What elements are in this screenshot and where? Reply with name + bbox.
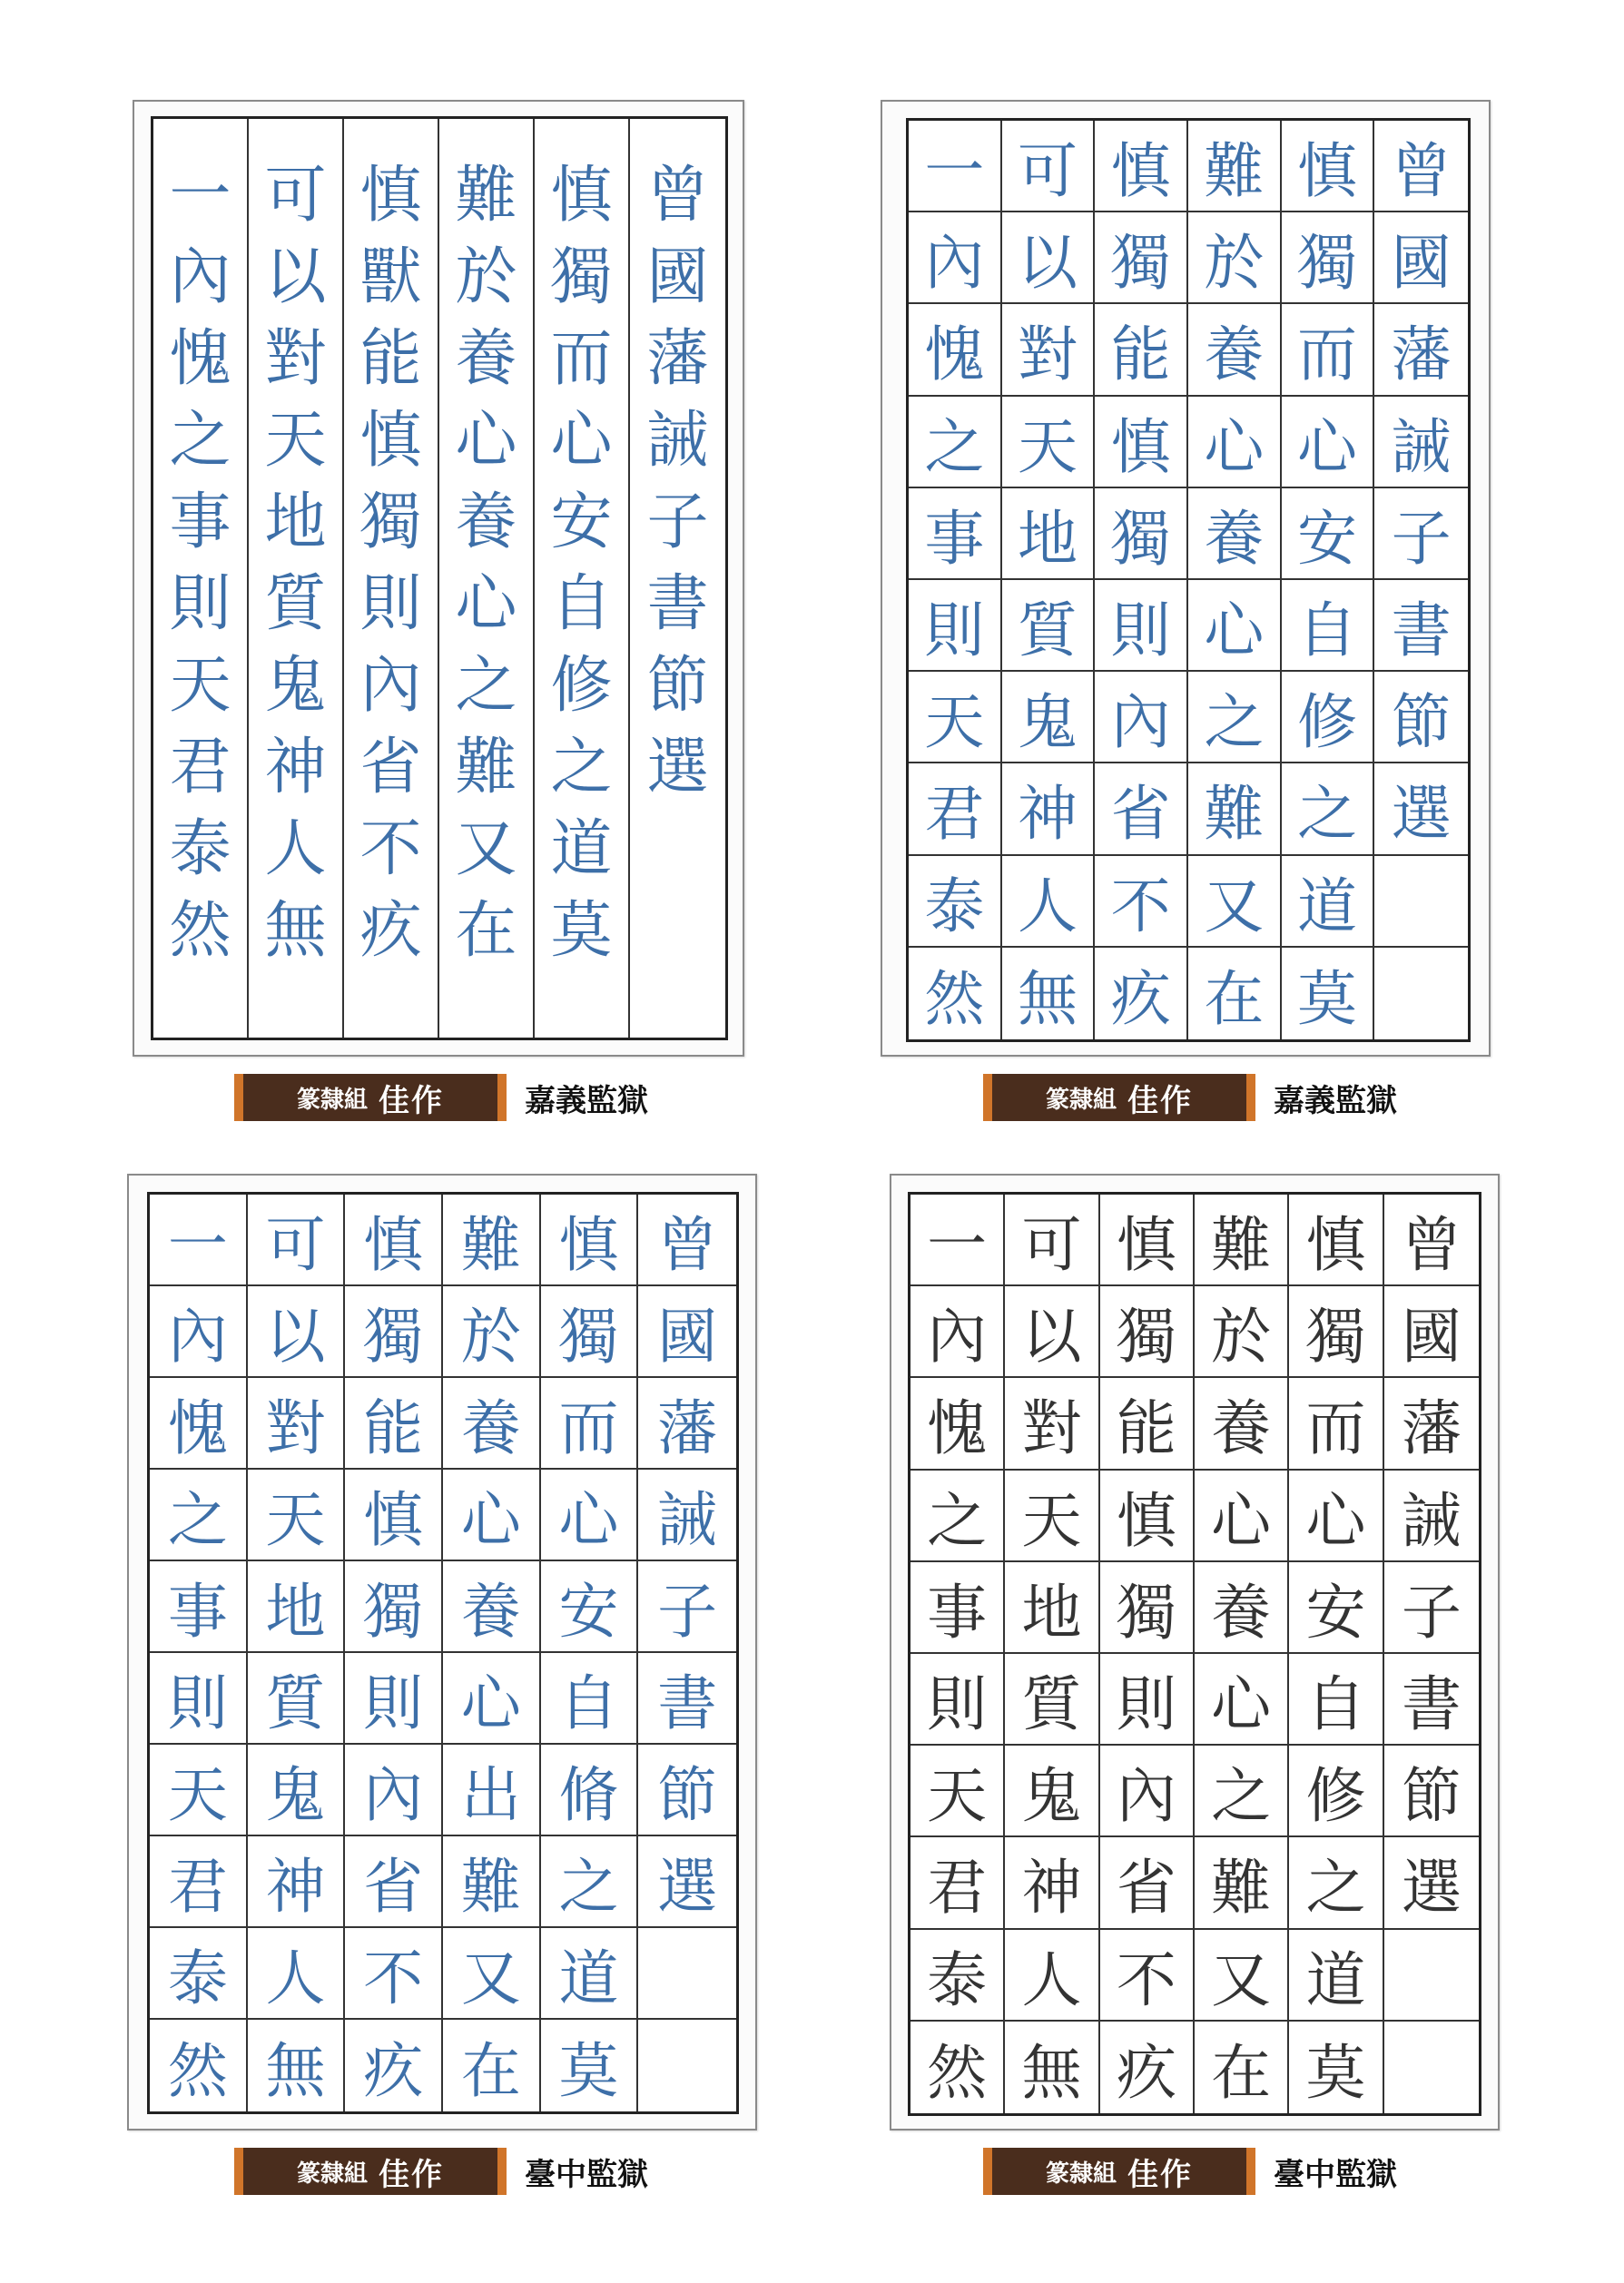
grid-cell: 於 xyxy=(443,1286,541,1378)
caption-4 xyxy=(983,2148,1397,2195)
grid-cell: 鬼 xyxy=(1005,1746,1099,1837)
caption-2 xyxy=(983,1074,1397,1121)
character: 難 xyxy=(455,732,517,803)
character: 道 xyxy=(550,813,613,885)
grid-cell: 選 xyxy=(1374,763,1468,855)
grid-cell: 心 xyxy=(1195,1654,1289,1746)
grid-cell: 內 xyxy=(909,212,1002,304)
character: 養 xyxy=(455,323,517,395)
award-label: 佳作 xyxy=(1127,2157,1193,2192)
grid-cell: 莫 xyxy=(1289,2022,1383,2113)
grid-cell: 修 xyxy=(1289,1746,1383,1837)
award-label: 佳作 xyxy=(1127,1083,1193,1118)
grid-cell: 鬼 xyxy=(1002,672,1096,763)
caption-1 xyxy=(234,1074,648,1121)
grid-cell: 愧 xyxy=(909,304,1002,396)
grid-cell: 愧 xyxy=(150,1378,248,1470)
grid-cell: 天 xyxy=(910,1746,1005,1837)
character: 質 xyxy=(264,568,327,640)
grid-cell: 在 xyxy=(443,2020,541,2111)
grid-cell: 出 xyxy=(443,1745,541,1836)
character: 莫 xyxy=(550,895,613,967)
grid-cell: 獨 xyxy=(1282,212,1375,304)
grid-cell: 之 xyxy=(1282,763,1375,855)
character: 獸 xyxy=(359,241,422,313)
grid-cell: 子 xyxy=(1374,488,1468,580)
grid-cell: 人 xyxy=(1002,856,1096,948)
character: 節 xyxy=(646,650,709,722)
grid-cell: 君 xyxy=(910,1837,1005,1929)
grid-cell: 事 xyxy=(910,1562,1005,1654)
character: 以 xyxy=(264,241,327,313)
grid-cell: 心 xyxy=(1188,580,1282,672)
grid-cell: 則 xyxy=(1095,580,1188,672)
grid-cell: 誡 xyxy=(638,1470,736,1561)
character: 養 xyxy=(455,487,517,558)
grid-cell: 對 xyxy=(1002,304,1096,396)
grid-cell: 藩 xyxy=(638,1378,736,1470)
grid-cell: 質 xyxy=(248,1653,346,1745)
character: 又 xyxy=(455,813,517,885)
grid-cell: 心 xyxy=(1188,397,1282,488)
grid-cell: 國 xyxy=(1384,1286,1479,1378)
grid-cell: 一 xyxy=(909,121,1002,212)
character: 泰 xyxy=(169,813,231,885)
character: 疚 xyxy=(359,895,422,967)
character: 人 xyxy=(264,813,327,885)
calligraphy-sheet-3 xyxy=(127,1174,757,2130)
grid-cell: 安 xyxy=(541,1561,639,1653)
grid-cell: 泰 xyxy=(909,856,1002,948)
character: 慎 xyxy=(359,405,422,477)
grid-cell: 誡 xyxy=(1384,1471,1479,1562)
grid-cell: 節 xyxy=(638,1745,736,1836)
grid-cell: 則 xyxy=(909,580,1002,672)
grid-cell: 國 xyxy=(1374,212,1468,304)
grid-cell: 難 xyxy=(1188,121,1282,212)
grid-cell: 無 xyxy=(1002,948,1096,1039)
grid-cell: 則 xyxy=(150,1653,248,1745)
grid-cell: 子 xyxy=(1384,1562,1479,1654)
grid-cell: 養 xyxy=(1188,488,1282,580)
category-label: 篆隸組 xyxy=(296,2159,368,2187)
character: 曾 xyxy=(646,160,709,231)
grid-cell: 心 xyxy=(443,1653,541,1745)
caption-3 xyxy=(234,2148,648,2195)
grid-cell: 慎 xyxy=(1100,1471,1195,1562)
grid-cell: 曾 xyxy=(1374,121,1468,212)
character: 而 xyxy=(550,323,613,395)
grid-cell: 內 xyxy=(910,1286,1005,1378)
grid-cell: 則 xyxy=(1100,1654,1195,1746)
grid-cell: 獨 xyxy=(345,1286,443,1378)
grid-cell: 泰 xyxy=(910,1930,1005,2022)
award-label: 佳作 xyxy=(379,1083,444,1118)
grid-cell: 慎 xyxy=(1100,1195,1195,1286)
grid-cell: 內 xyxy=(150,1286,248,1378)
institution-label: 嘉義監獄 xyxy=(1274,1083,1397,1118)
grid-cell: 藩 xyxy=(1384,1378,1479,1470)
grid-cell: 難 xyxy=(1188,763,1282,855)
grid-cell xyxy=(1374,948,1468,1039)
grid-cell: 愧 xyxy=(910,1378,1005,1470)
award-badge xyxy=(234,2148,507,2195)
grid-cell: 心 xyxy=(541,1470,639,1561)
character: 則 xyxy=(169,568,231,640)
character: 子 xyxy=(646,487,709,558)
grid-cell: 養 xyxy=(443,1378,541,1470)
grid-cell xyxy=(638,2020,736,2111)
grid-cell: 然 xyxy=(910,2022,1005,2113)
grid-cell: 內 xyxy=(345,1745,443,1836)
grid-cell: 一 xyxy=(910,1195,1005,1286)
grid-cell: 省 xyxy=(1100,1837,1195,1929)
grid-cell: 獨 xyxy=(1289,1286,1383,1378)
character: 省 xyxy=(359,732,422,803)
character: 能 xyxy=(359,323,422,395)
grid-cell: 自 xyxy=(1282,580,1375,672)
text-column xyxy=(630,119,725,1038)
award-badge xyxy=(983,2148,1255,2195)
grid-cell: 然 xyxy=(150,2020,248,2111)
grid-cell: 在 xyxy=(1188,948,1282,1039)
calligraphy-sheet-2 xyxy=(881,100,1491,1057)
grid-cell: 書 xyxy=(1384,1654,1479,1746)
text-column xyxy=(344,119,439,1038)
grid-cell: 可 xyxy=(248,1195,346,1286)
grid-cell: 節 xyxy=(1374,672,1468,763)
award-badge xyxy=(983,1074,1255,1121)
grid-cell: 又 xyxy=(1195,1930,1289,2022)
institution-label: 臺中監獄 xyxy=(1274,2157,1397,2192)
grid-cell: 內 xyxy=(1095,672,1188,763)
grid-cell xyxy=(1384,2022,1479,2113)
grid-cell: 鬼 xyxy=(248,1745,346,1836)
grid-cell: 之 xyxy=(910,1471,1005,1562)
grid-cell: 莫 xyxy=(541,2020,639,2111)
grid-cell: 曾 xyxy=(1384,1195,1479,1286)
grid-cell: 子 xyxy=(638,1561,736,1653)
grid-cell: 獨 xyxy=(1100,1562,1195,1654)
grid-cell: 人 xyxy=(248,1928,346,2020)
grid-cell: 養 xyxy=(1195,1378,1289,1470)
grid-cell: 慎 xyxy=(345,1195,443,1286)
character: 慎 xyxy=(359,160,422,231)
character: 無 xyxy=(264,895,327,967)
grid-cell: 可 xyxy=(1005,1195,1099,1286)
grid-cell: 以 xyxy=(248,1286,346,1378)
grid-cell: 君 xyxy=(150,1836,248,1928)
grid-cell: 慎 xyxy=(1095,121,1188,212)
grid-cell: 可 xyxy=(1002,121,1096,212)
character: 內 xyxy=(359,650,422,722)
grid-cell: 人 xyxy=(1005,1930,1099,2022)
grid-cell: 地 xyxy=(1005,1562,1099,1654)
grid-cell: 以 xyxy=(1005,1286,1099,1378)
grid-cell: 獨 xyxy=(1095,212,1188,304)
grid-cell: 地 xyxy=(248,1561,346,1653)
grid-cell: 慎 xyxy=(1282,121,1375,212)
grid-cell: 慎 xyxy=(345,1470,443,1561)
grid-cell: 不 xyxy=(345,1928,443,2020)
grid-cell: 而 xyxy=(541,1378,639,1470)
grid-cell: 神 xyxy=(248,1836,346,1928)
grid-cell: 慎 xyxy=(1289,1195,1383,1286)
grid-cell: 神 xyxy=(1005,1837,1099,1929)
grid-cell: 泰 xyxy=(150,1928,248,2020)
character: 藩 xyxy=(646,323,709,395)
grid-cell: 選 xyxy=(638,1836,736,1928)
character: 地 xyxy=(264,487,327,558)
character: 獨 xyxy=(550,241,613,313)
character: 書 xyxy=(646,568,709,640)
cell-grid xyxy=(147,1192,739,2114)
grid-cell xyxy=(1384,1930,1479,2022)
grid-cell: 能 xyxy=(1095,304,1188,396)
grid-cell: 天 xyxy=(1005,1471,1099,1562)
text-column xyxy=(153,119,249,1038)
character: 在 xyxy=(455,895,517,967)
grid-cell: 則 xyxy=(345,1653,443,1745)
grid-cell: 一 xyxy=(150,1195,248,1286)
grid-cell: 道 xyxy=(1282,856,1375,948)
character: 獨 xyxy=(359,487,422,558)
category-label: 篆隸組 xyxy=(1045,1085,1117,1113)
grid-cell: 養 xyxy=(1188,304,1282,396)
grid-cell: 難 xyxy=(1195,1837,1289,1929)
character: 事 xyxy=(169,487,231,558)
grid-cell: 難 xyxy=(1195,1195,1289,1286)
grid-cell xyxy=(638,1928,736,2020)
grid-cell: 又 xyxy=(1188,856,1282,948)
character: 慎 xyxy=(550,160,613,231)
grid-cell: 質 xyxy=(1005,1654,1099,1746)
character: 愧 xyxy=(169,323,231,395)
grid-cell: 道 xyxy=(1289,1930,1383,2022)
character: 心 xyxy=(455,405,517,477)
grid-cell: 事 xyxy=(150,1561,248,1653)
grid-cell: 不 xyxy=(1100,1930,1195,2022)
calligraphy-sheet-4 xyxy=(890,1174,1500,2130)
grid-cell: 對 xyxy=(248,1378,346,1470)
grid-cell: 天 xyxy=(909,672,1002,763)
grid-cell: 安 xyxy=(1282,488,1375,580)
category-label: 篆隸組 xyxy=(1045,2159,1117,2187)
grid-cell: 君 xyxy=(909,763,1002,855)
grid-cell: 於 xyxy=(1188,212,1282,304)
grid-cell: 誡 xyxy=(1374,397,1468,488)
grid-cell: 疚 xyxy=(1100,2022,1195,2113)
grid-cell: 無 xyxy=(1005,2022,1099,2113)
grid-cell: 則 xyxy=(910,1654,1005,1746)
character: 對 xyxy=(264,323,327,395)
character: 之 xyxy=(550,732,613,803)
character: 心 xyxy=(550,405,613,477)
grid-cell: 之 xyxy=(1289,1837,1383,1929)
grid-cell: 對 xyxy=(1005,1378,1099,1470)
character: 難 xyxy=(455,160,517,231)
text-column xyxy=(249,119,344,1038)
grid-cell: 書 xyxy=(1374,580,1468,672)
grid-cell: 又 xyxy=(443,1928,541,2020)
character: 不 xyxy=(359,813,422,885)
character: 可 xyxy=(264,160,327,231)
grid-cell: 在 xyxy=(1195,2022,1289,2113)
character: 國 xyxy=(646,241,709,313)
character: 心 xyxy=(455,568,517,640)
grid-cell: 自 xyxy=(1289,1654,1383,1746)
grid-cell: 書 xyxy=(638,1653,736,1745)
grid-cell: 心 xyxy=(1289,1471,1383,1562)
grid-cell: 以 xyxy=(1002,212,1096,304)
institution-label: 嘉義監獄 xyxy=(525,1083,648,1118)
character: 君 xyxy=(169,732,231,803)
grid-cell: 自 xyxy=(541,1653,639,1745)
grid-cell: 心 xyxy=(1282,397,1375,488)
institution-label: 臺中監獄 xyxy=(525,2157,648,2192)
grid-cell: 而 xyxy=(1282,304,1375,396)
grid-cell: 能 xyxy=(345,1378,443,1470)
character: 則 xyxy=(359,568,422,640)
grid-cell: 天 xyxy=(248,1470,346,1561)
grid-cell: 省 xyxy=(1095,763,1188,855)
character: 選 xyxy=(646,732,709,803)
award-label: 佳作 xyxy=(379,2157,444,2192)
grid-cell: 之 xyxy=(1188,672,1282,763)
cell-grid xyxy=(908,1192,1481,2116)
grid-cell: 無 xyxy=(248,2020,346,2111)
grid-cell: 道 xyxy=(541,1928,639,2020)
character: 安 xyxy=(550,487,613,558)
grid-cell: 能 xyxy=(1100,1378,1195,1470)
grid-cell: 疚 xyxy=(345,2020,443,2111)
grid-cell: 脩 xyxy=(541,1745,639,1836)
character: 於 xyxy=(455,241,517,313)
grid-cell: 節 xyxy=(1384,1746,1479,1837)
calligraphy-sheet-1 xyxy=(133,100,744,1057)
grid-cell: 安 xyxy=(1289,1562,1383,1654)
grid-cell: 然 xyxy=(909,948,1002,1039)
column-grid xyxy=(151,116,728,1040)
grid-cell: 國 xyxy=(638,1286,736,1378)
character: 鬼 xyxy=(264,650,327,722)
grid-cell: 之 xyxy=(1195,1746,1289,1837)
grid-cell: 慎 xyxy=(541,1195,639,1286)
grid-cell: 養 xyxy=(1195,1562,1289,1654)
grid-cell: 地 xyxy=(1002,488,1096,580)
grid-cell xyxy=(1374,856,1468,948)
grid-cell: 藩 xyxy=(1374,304,1468,396)
grid-cell: 難 xyxy=(443,1836,541,1928)
award-badge xyxy=(234,1074,507,1121)
character: 一 xyxy=(169,160,231,231)
grid-cell: 質 xyxy=(1002,580,1096,672)
grid-cell: 養 xyxy=(443,1561,541,1653)
grid-cell: 之 xyxy=(909,397,1002,488)
grid-cell: 獨 xyxy=(541,1286,639,1378)
grid-cell: 省 xyxy=(345,1836,443,1928)
character: 自 xyxy=(550,568,613,640)
text-column xyxy=(439,119,535,1038)
grid-cell: 而 xyxy=(1289,1378,1383,1470)
character: 神 xyxy=(264,732,327,803)
grid-cell: 難 xyxy=(443,1195,541,1286)
character: 天 xyxy=(264,405,327,477)
character: 然 xyxy=(169,895,231,967)
grid-cell: 天 xyxy=(1002,397,1096,488)
cell-grid xyxy=(906,118,1471,1042)
grid-cell: 修 xyxy=(1282,672,1375,763)
character: 誡 xyxy=(646,405,709,477)
grid-cell: 內 xyxy=(1100,1746,1195,1837)
grid-cell: 莫 xyxy=(1282,948,1375,1039)
character: 內 xyxy=(169,241,231,313)
grid-cell: 選 xyxy=(1384,1837,1479,1929)
grid-cell: 不 xyxy=(1095,856,1188,948)
grid-cell: 心 xyxy=(443,1470,541,1561)
character: 之 xyxy=(455,650,517,722)
grid-cell: 之 xyxy=(541,1836,639,1928)
grid-cell: 疚 xyxy=(1095,948,1188,1039)
grid-cell: 心 xyxy=(1195,1471,1289,1562)
grid-cell: 慎 xyxy=(1095,397,1188,488)
grid-cell: 天 xyxy=(150,1745,248,1836)
grid-cell: 獨 xyxy=(345,1561,443,1653)
grid-cell: 事 xyxy=(909,488,1002,580)
grid-cell: 獨 xyxy=(1100,1286,1195,1378)
grid-cell: 於 xyxy=(1195,1286,1289,1378)
character: 天 xyxy=(169,650,231,722)
character: 之 xyxy=(169,405,231,477)
grid-cell: 之 xyxy=(150,1470,248,1561)
grid-cell: 神 xyxy=(1002,763,1096,855)
text-column xyxy=(535,119,630,1038)
grid-cell: 曾 xyxy=(638,1195,736,1286)
grid-cell: 獨 xyxy=(1095,488,1188,580)
category-label: 篆隸組 xyxy=(296,1085,368,1113)
character: 修 xyxy=(550,650,613,722)
